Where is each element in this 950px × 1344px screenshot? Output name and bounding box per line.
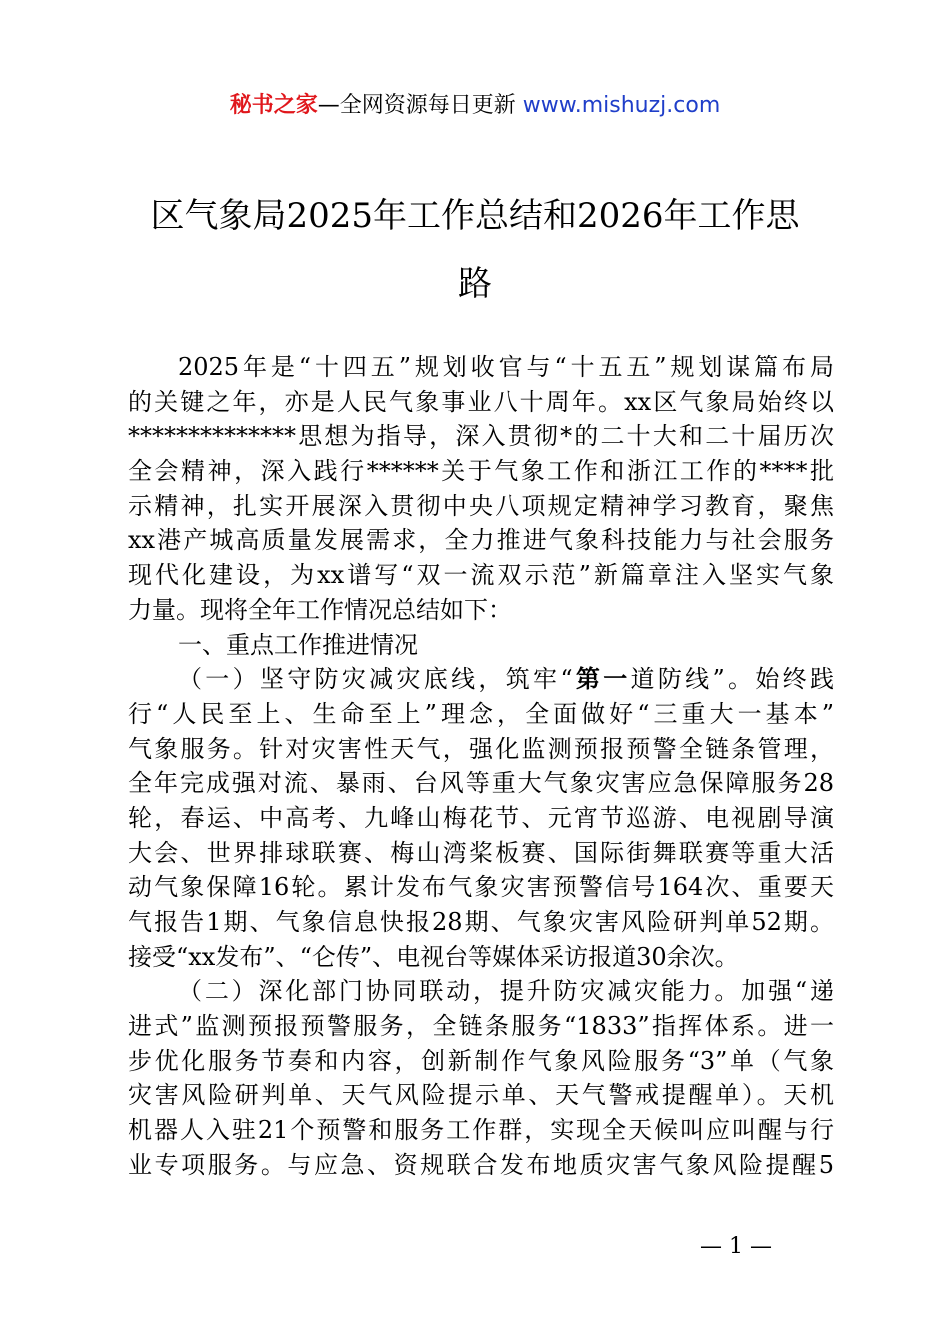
bold-text: 第一 [572,665,631,694]
paragraph-department-coordination [128,974,834,1182]
text-line: 大会、世界排球联赛、梅山湾桨板赛、国际街舞联赛等重大活 [128,838,834,867]
text-line: 轮，春运、中高考、九峰山梅花节、元宵节巡游、电视剧导演 [128,803,834,832]
watermark-header [0,88,950,119]
text-line: 全会精神，深入践行******关于气象工作和浙江工作的****批 [128,457,834,486]
text-line: 气报告1期、气象信息快报28期、气象灾害风险研判单52期。 [128,908,834,936]
site-link[interactable]: www.mishuzj.com [522,93,721,118]
text-line: 力量。现将全年工作情况总结如下： [128,595,512,624]
text-line: 行“人民至上、生命至上”理念，全面做好“三重大一基本” [128,699,834,728]
text-line: 示精神，扎实开展深入贯彻中央八项规定精神学习教育，聚焦 [128,491,834,520]
intro-paragraph [128,350,834,628]
text-line: 气象服务。针对灾害性天气，强化监测预报预警全链条管理， [128,734,834,763]
text-segment: （一）坚守防灾减灾底线，筑牢“ [178,665,573,694]
text-line: 进式”监测预报预警服务，全链条服务“1833”指挥体系。进一 [128,1012,834,1041]
text-line: 现代化建设，为xx谱写“双一流双示范”新篇章注入坚实气象 [128,561,834,590]
text-line: 全年完成强对流、暴雨、台风等重大气象灾害应急保障服务28 [128,769,834,798]
text-line: 动气象保障16轮。累计发布气象灾害预警信号164次、重要天 [128,873,834,902]
document-title-line-2: 路 [458,264,492,304]
text-line: 2025年是“十四五”规划收官与“十五五”规划谋篇布局 [178,353,834,381]
document-body [128,350,834,1183]
text-line: 的关键之年，亦是人民气象事业八十周年。xx区气象局始终以 [128,387,834,416]
document-title-line-1: 区气象局2025年工作总结和2026年工作思 [150,196,800,236]
text-line: xx港产城高质量发展需求，全力推进气象科技能力与社会服务 [128,526,834,555]
paragraph-disaster-prevention [128,662,834,974]
text-line: 机器人入驻21个预警和服务工作群，实现全天候叫应叫醒与行 [128,1116,834,1145]
slogan: —全网资源每日更新 [317,93,523,118]
page-number: — 1 — [700,1234,772,1259]
text-line: 业专项服务。与应急、资规联合发布地质灾害气象风险提醒5 [128,1150,834,1179]
text-line: **************思想为指导，深入贯彻*的二十大和二十届历次 [128,422,834,451]
text-segment: 道防线”。始终践 [630,665,834,694]
section-heading: 一、重点工作推进情况 [178,630,418,659]
text-line: （二）深化部门协同联动，提升防灾减灾能力。加强“递 [178,977,834,1006]
text-line: 步优化服务节奏和内容，创新制作气象风险服务“3”单（气象 [128,1046,834,1075]
text-line: 灾害风险研判单、天气风险提示单、天气警戒提醒单）。天机 [128,1081,834,1110]
text-line [128,662,834,697]
brand-name: 秘书之家 [229,93,318,118]
text-line: 接受“xx发布”、“仑传”、电视台等媒体采访报道30余次。 [128,942,739,971]
